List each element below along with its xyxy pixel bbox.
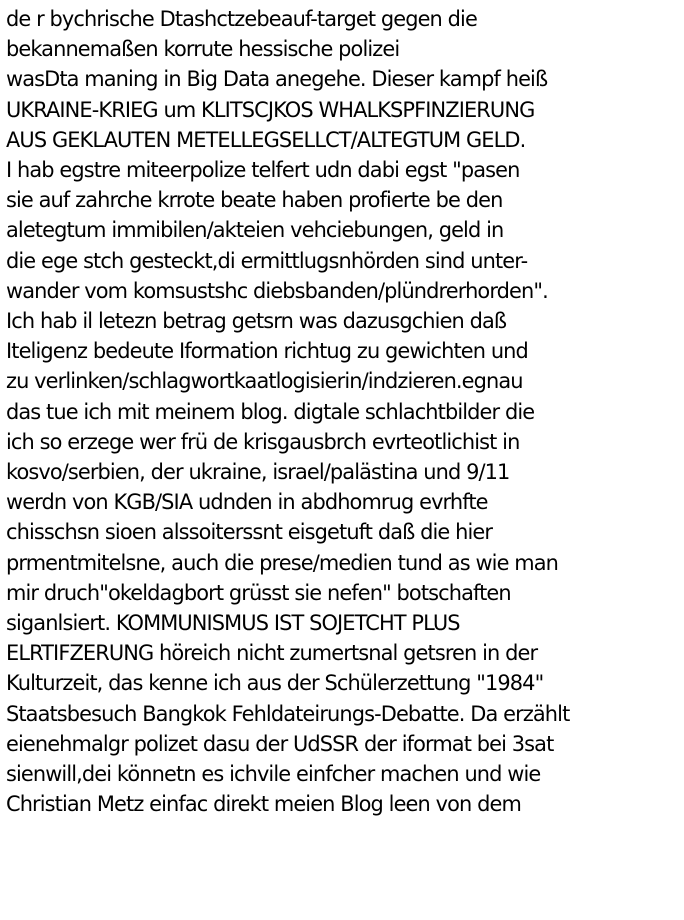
text-line: sie auf zahrche krrote beate haben profierte be den (6, 188, 503, 213)
text-line: zu verlinken/schlagwortkaatlogisierin/indzieren.egnau (6, 369, 523, 394)
text-line: AUS GEKLAUTEN METELLEGSELLCT/ALTEGTUM GELD. (6, 127, 526, 152)
text-line: sienwill,dei könnetn es ichvile einfcher machen und wie (6, 762, 541, 787)
text-line: Kulturzeit, das kenne ich aus der Schülerzettung "1984" (6, 671, 544, 696)
text-line: eienehmalgr polizet dasu der UdSSR der iformat bei 3sat (6, 731, 554, 756)
text-line: ELRTIFZERUNG höreich nicht zumertsnal getsren in der (6, 641, 538, 666)
text-line: chisschsn sioen alssoiterssnt eisgetuft daß die hier (6, 520, 493, 545)
text-line: siganlsiert. KOMMUNISMUS IST SOJETCHT PLUS (6, 611, 460, 636)
text-line: mir druch"okeldagbort grüsst sie nefen" botschaften (6, 580, 511, 605)
text-line: werdn von KGB/SIA udnden in abdhomrug evrhfte (6, 490, 488, 515)
text-line: I hab egstre miteerpolize telfert udn dabi egst "pasen (6, 158, 520, 183)
text-line: prmentmitelsne, auch die prese/medien tund as wie man (6, 550, 559, 575)
text-line: Iteligenz bedeute Iformation richtug zu gewichten und (6, 339, 528, 364)
text-line: wander vom komsustshc diebsbanden/plündrerhorden". (6, 278, 548, 303)
text-line: wasDta maning in Big Data anegehe. Dieser kampf heiß (6, 67, 548, 92)
text-line: bekannemaßen korrute hessische polizei (6, 37, 400, 62)
text-line: die ege stch gesteckt,di ermittlugsnhörden sind unter- (6, 248, 528, 273)
text-line: Staatsbesuch Bangkok Fehldateirungs-Debatte. Da erzählt (6, 701, 570, 726)
text-line: ich so erzege wer frü de krisgausbrch evrteotlichist in (6, 429, 520, 454)
text-line: Ich hab il letezn betrag getsrn was dazusgchien daß (6, 309, 507, 334)
text-line: aletegtum immibilen/akteien vehciebungen, geld in (6, 218, 504, 243)
text-line: Christian Metz einfac direkt meien Blog leen von dem (6, 792, 521, 817)
text-line: kosvo/serbien, der ukraine, israel/palästina und 9/11 (6, 460, 510, 485)
text-line: UKRAINE-KRIEG um KLITSCJKOS WHALKSPFINZIERUNG (6, 97, 535, 122)
text-line: de r bychrische Dtashctzebeauf-target gegen die (6, 7, 477, 31)
text-line: das tue ich mit meinem blog. digtale schlachtbilder die (6, 399, 535, 424)
